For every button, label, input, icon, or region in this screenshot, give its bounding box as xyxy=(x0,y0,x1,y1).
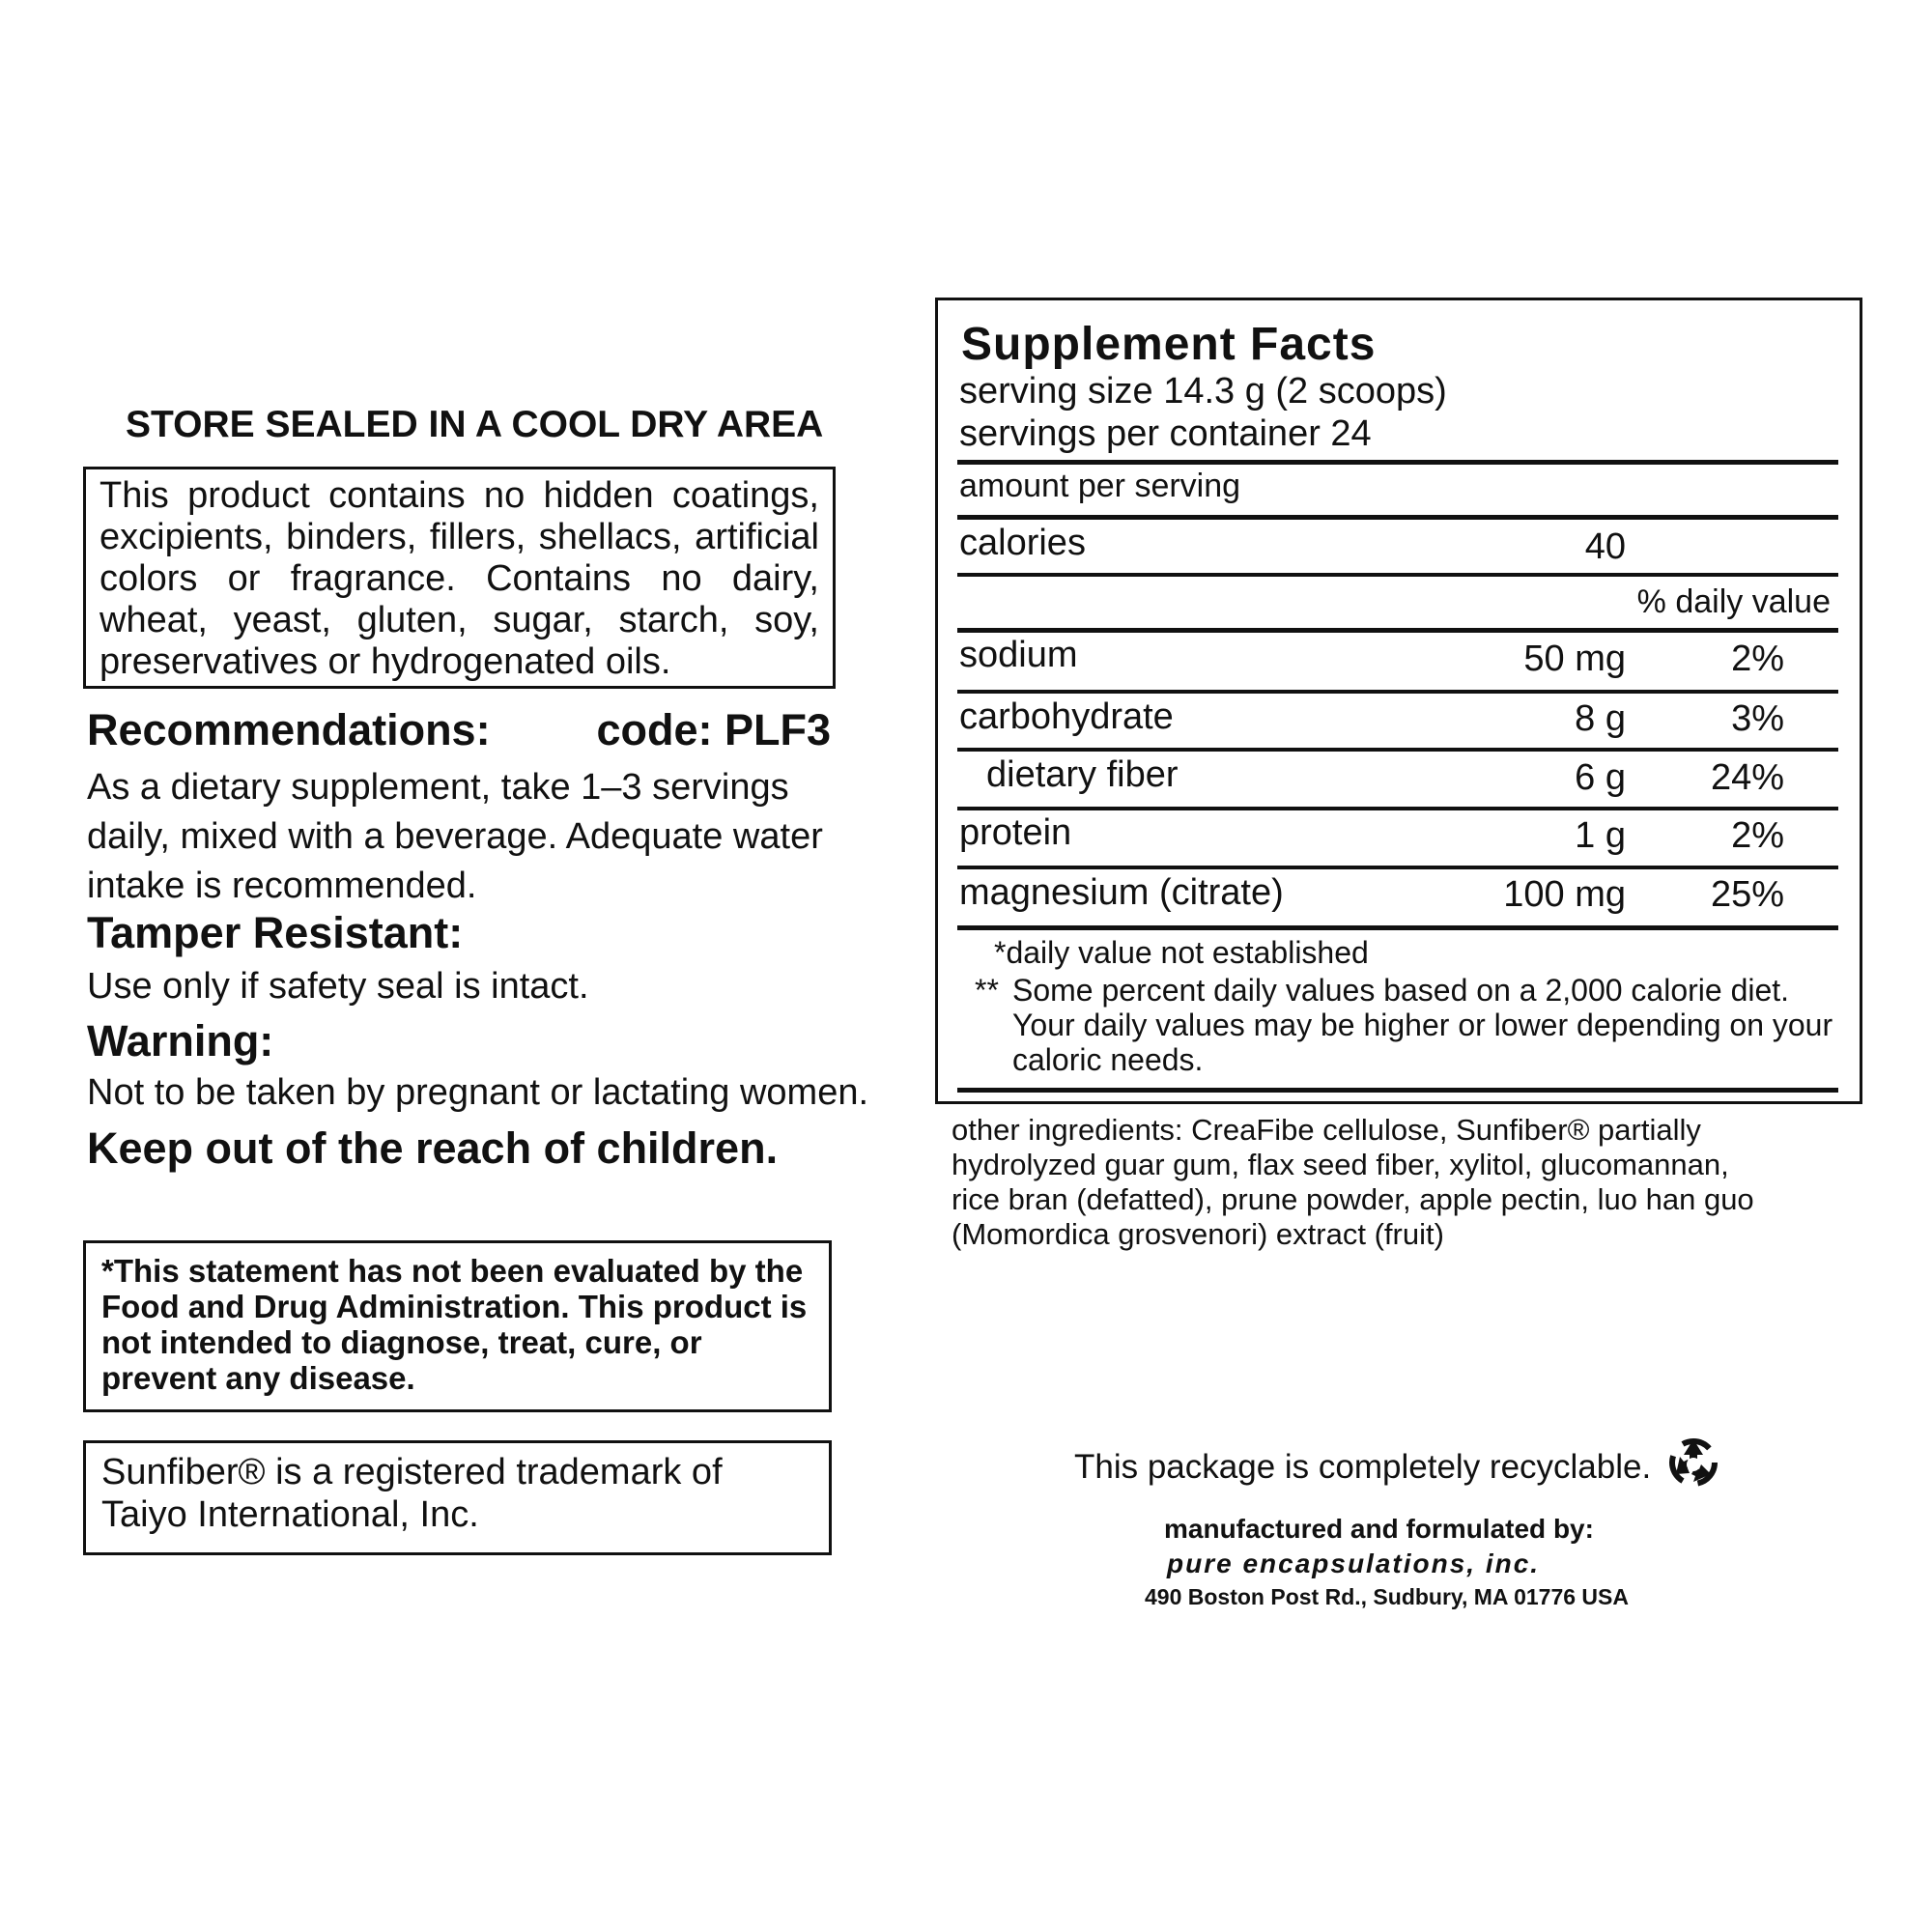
nutrient-daily-value: 3% xyxy=(1731,698,1784,739)
facts-rule xyxy=(957,515,1838,520)
warning-text: Not to be taken by pregnant or lactating women. xyxy=(87,1072,869,1113)
trademark-text: Sunfiber® is a registered trademark of Taiyo International, Inc. xyxy=(101,1452,723,1535)
nutrient-daily-value: 24% xyxy=(1710,757,1784,798)
trademark-box xyxy=(83,1440,832,1555)
children-warning: Keep out of the reach of children. xyxy=(87,1123,779,1173)
product-code: code: PLF3 xyxy=(596,705,831,754)
daily-value-header: % daily value xyxy=(1636,583,1831,620)
recycle-icon xyxy=(1666,1435,1720,1498)
footnote-not-established: *daily value not established xyxy=(994,935,1369,970)
purity-statement-box xyxy=(83,467,836,689)
facts-rule-bottom xyxy=(957,1088,1838,1093)
facts-rule xyxy=(957,925,1838,930)
manufacturer-address: 490 Boston Post Rd., Sudbury, MA 01776 USA xyxy=(1145,1584,1629,1609)
purity-statement-text: This product contains no hidden coatings, excipients, binders, fillers, shellacs, artificial colors or fragrance. Contains no dairy, wheat, yeast, gluten, sugar, starch, soy, preservatives or hydrogenated oils. xyxy=(99,475,819,682)
warning-title: Warning: xyxy=(87,1016,274,1065)
servings-per-container: servings per container 24 xyxy=(959,413,1372,454)
nutrient-daily-value: 2% xyxy=(1731,815,1784,856)
nutrient-label: magnesium (citrate) xyxy=(959,872,1284,913)
recyclable-text: This package is completely recyclable. xyxy=(1074,1447,1652,1486)
footnote-daily-values: Some percent daily values based on a 2,000 calorie diet. Your daily values may be higher or lower depending on your caloric needs. xyxy=(1012,973,1833,1077)
nutrient-amount: 50 mg xyxy=(1523,639,1626,679)
facts-rule xyxy=(957,628,1838,633)
nutrient-label: dietary fiber xyxy=(986,754,1179,795)
nutrient-label: sodium xyxy=(959,635,1078,675)
nutrient-amount: 1 g xyxy=(1575,815,1626,856)
facts-rule xyxy=(957,807,1838,810)
storage-heading: STORE SEALED IN A COOL DRY AREA xyxy=(126,404,824,445)
fda-disclaimer-box xyxy=(83,1240,832,1412)
nutrient-daily-value: 25% xyxy=(1710,874,1784,915)
footnote-marker: ** xyxy=(975,973,999,1008)
recommendations-text: As a dietary supplement, take 1–3 servings daily, mixed with a beverage. Adequate water intake is recommended. xyxy=(87,767,823,906)
supplement-facts-panel xyxy=(935,298,1862,1104)
other-ingredients: other ingredients: CreaFibe cellulose, Sunfiber® partially hydrolyzed guar gum, flax seed fiber, xylitol, glucomannan, rice bran (defatted), prune powder, apple pectin, luo han guo (Momordica grosvenori) extract (fruit) xyxy=(952,1113,1754,1251)
manufacturer-label: manufactured and formulated by: xyxy=(1164,1514,1594,1544)
nutrient-amount: 100 mg xyxy=(1503,874,1626,915)
recommendations-header xyxy=(87,705,831,755)
calories-value: 40 xyxy=(1584,526,1626,567)
nutrient-amount: 6 g xyxy=(1575,757,1626,798)
facts-rule xyxy=(957,573,1838,577)
facts-rule xyxy=(957,748,1838,752)
facts-rule xyxy=(957,690,1838,694)
tamper-text: Use only if safety seal is intact. xyxy=(87,966,589,1007)
calories-label: calories xyxy=(959,523,1086,563)
nutrient-amount: 8 g xyxy=(1575,698,1626,739)
fda-disclaimer-text: *This statement has not been evaluated by the Food and Drug Administration. This product is not intended to diagnose, treat, cure, or prevent any disease. xyxy=(101,1253,808,1396)
supplement-facts-title: Supplement Facts xyxy=(961,319,1377,370)
recommendations-title: Recommendations: xyxy=(87,705,491,754)
nutrient-daily-value: 2% xyxy=(1731,639,1784,679)
manufacturer-name: pure encapsulations, inc. xyxy=(1167,1548,1541,1578)
recyclable-notice xyxy=(1074,1435,1720,1498)
facts-rule xyxy=(957,866,1838,869)
nutrient-label: protein xyxy=(959,812,1072,853)
tamper-title: Tamper Resistant: xyxy=(87,908,464,957)
amount-per-serving: amount per serving xyxy=(959,468,1241,504)
facts-rule-thick xyxy=(957,460,1838,465)
serving-size: serving size 14.3 g (2 scoops) xyxy=(959,371,1447,412)
nutrient-label: carbohydrate xyxy=(959,696,1174,737)
